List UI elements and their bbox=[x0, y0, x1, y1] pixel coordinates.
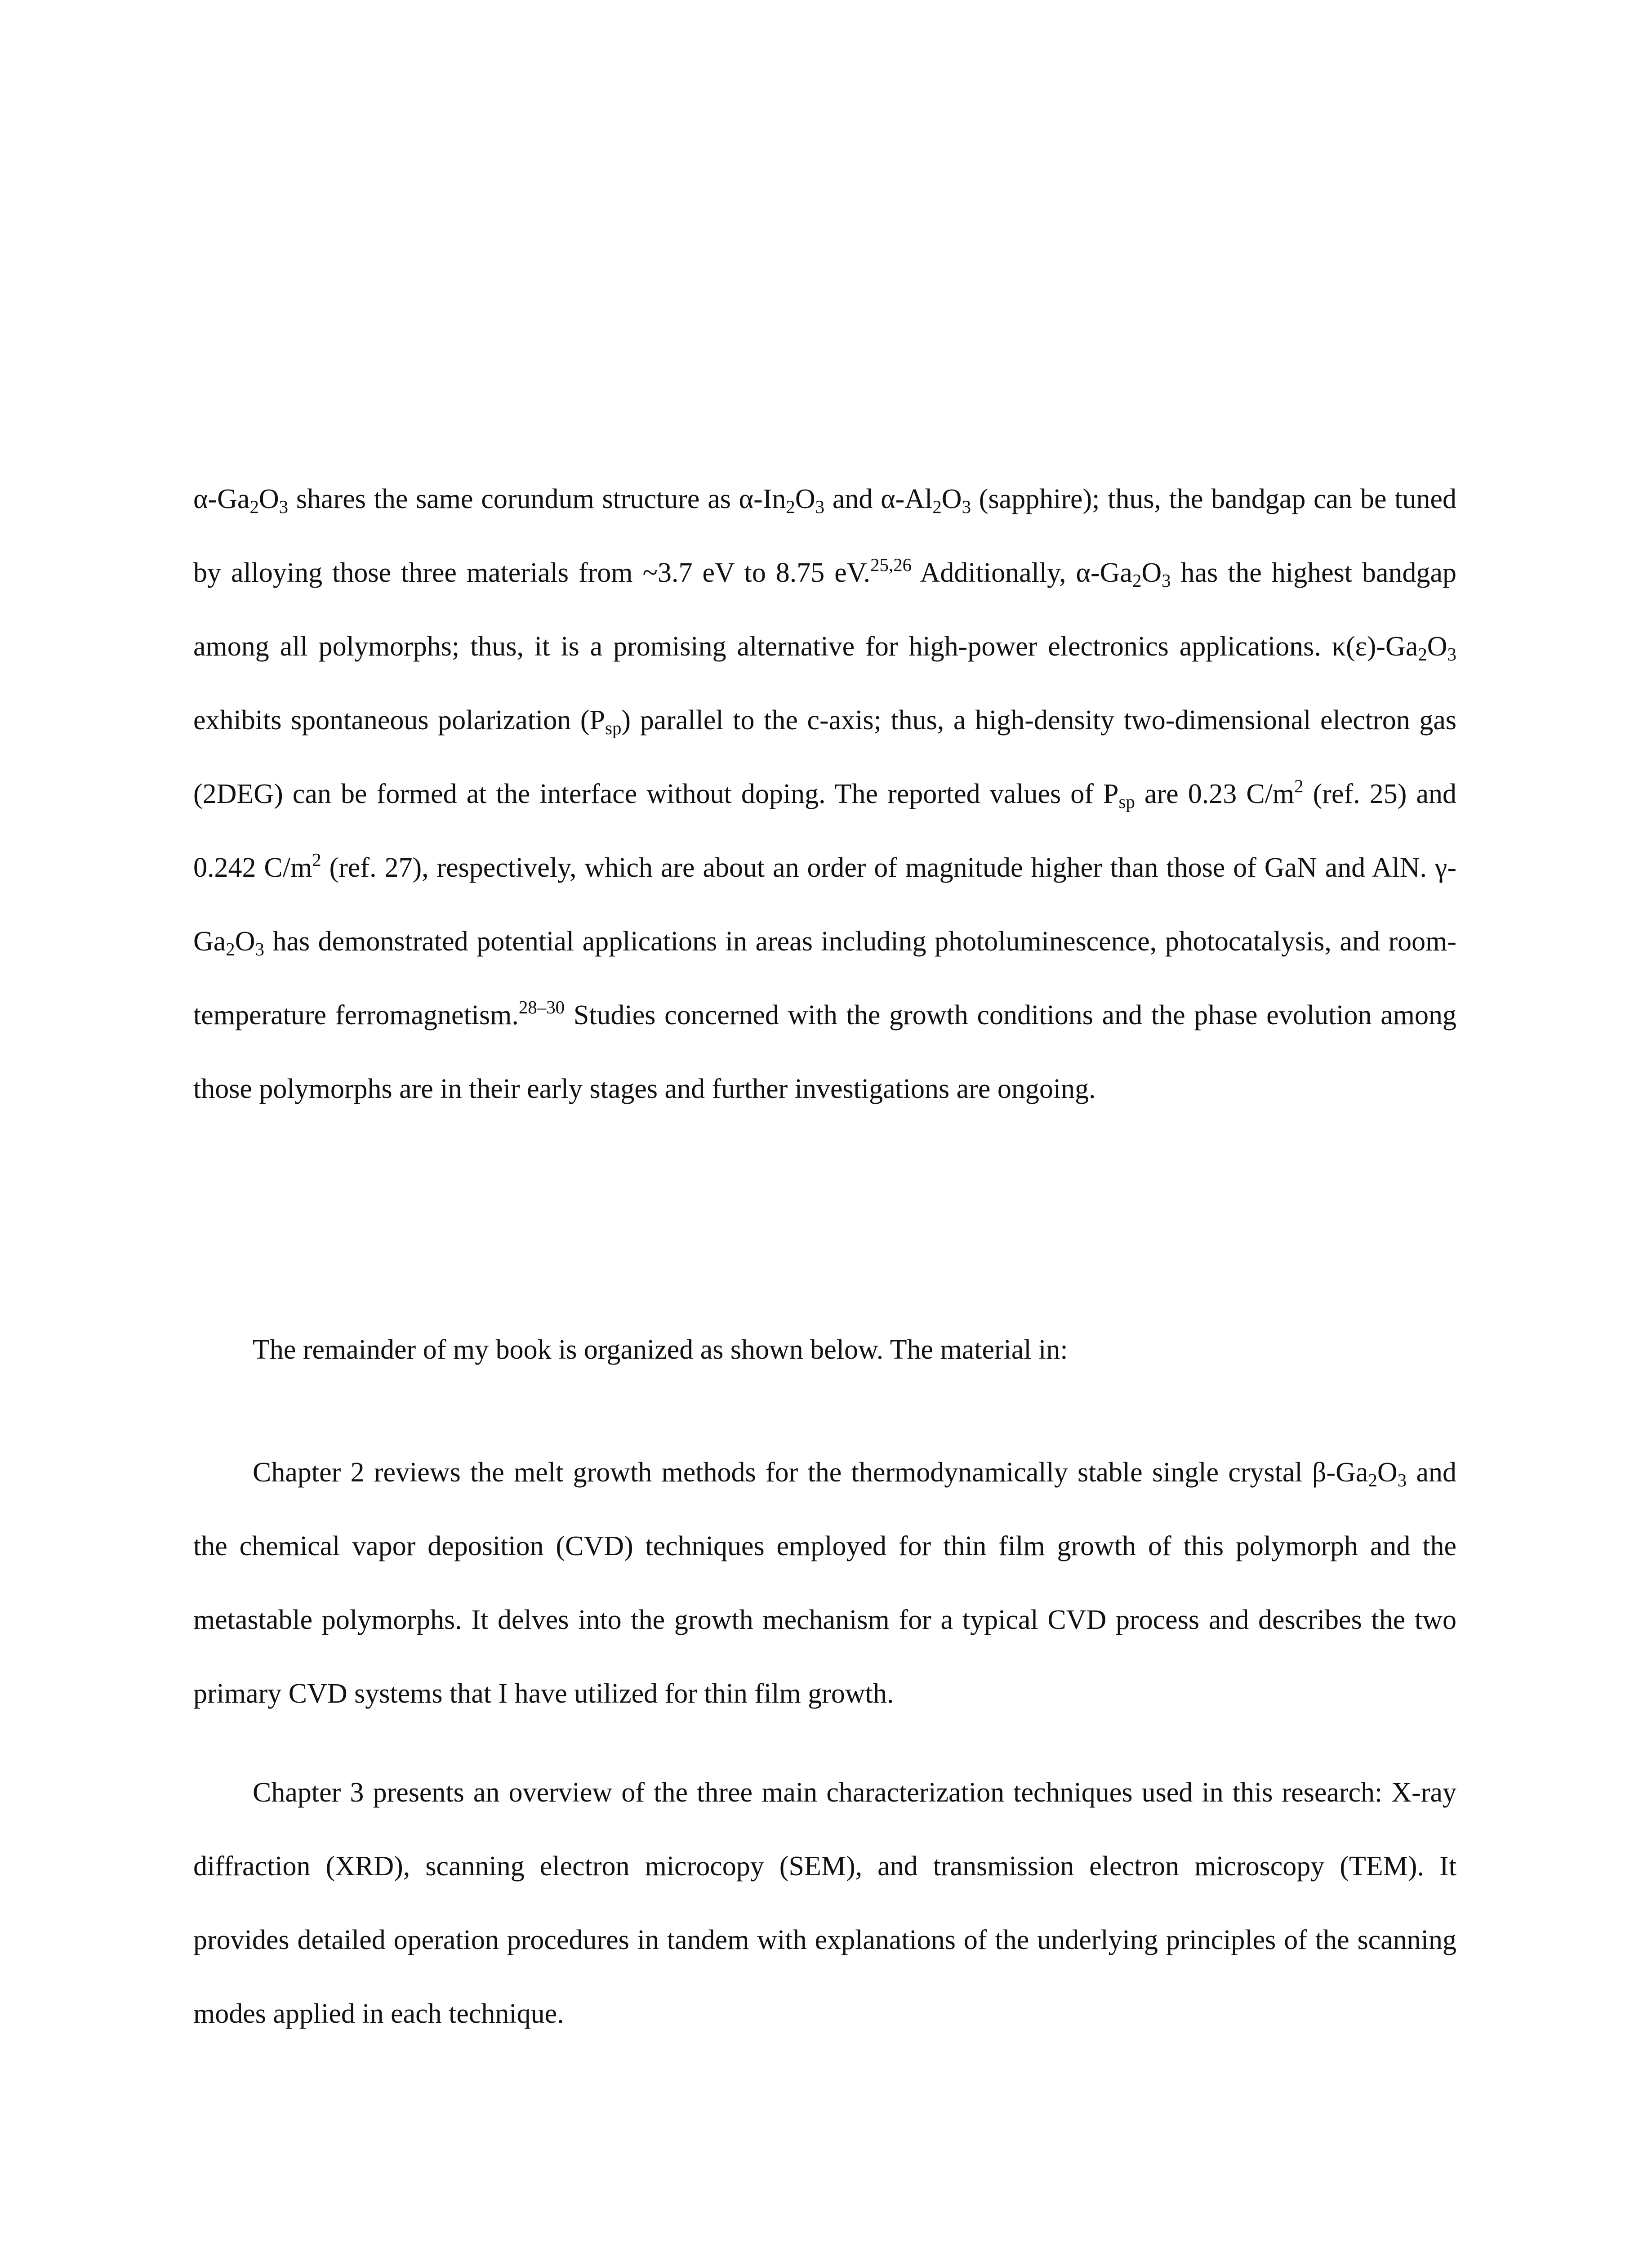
text-segment: O bbox=[941, 484, 962, 514]
subscript: 2 bbox=[226, 939, 235, 960]
subscript: 2 bbox=[1418, 644, 1427, 665]
text-segment: has demonstrated potential applications in areas including photoluminescence, photocatalysis, and room-temperature ferromagnetism. bbox=[193, 926, 1456, 1030]
text-segment: shares the same corundum structure as α-In bbox=[288, 484, 786, 514]
paragraph-chapter-3: Chapter 3 presents an overview of the three main characterization techniques used in this research: X-ray diffraction (XRD), scanning electron microcopy (SEM), and transmission electron microscopy (TEM). It provides detailed operation procedures in tandem with explanations of the underlying principles of the scanning modes applied in each technique. bbox=[193, 1777, 1456, 2029]
paragraph-polymorph-properties bbox=[193, 462, 1456, 1126]
subscript: 3 bbox=[1397, 1470, 1407, 1491]
subscript: 3 bbox=[279, 497, 289, 517]
text-segment: O bbox=[1427, 631, 1447, 662]
text-segment: O bbox=[1377, 1457, 1398, 1488]
text-segment: (ref. 27), respectively, which are about an order of magnitude higher than those of GaN and AlN. γ-Ga bbox=[193, 852, 1456, 957]
subscript: 2 bbox=[932, 497, 942, 517]
text-segment: Studies concerned with the growth conditions and the phase evolution among those polymorphs are in their early stages and further investigations are ongoing. bbox=[193, 1000, 1456, 1104]
text-segment: and the chemical vapor deposition (CVD) techniques employed for thin film growth of this polymorph and the metastable polymorphs. It delves into the growth mechanism for a typical CVD process and describes the two primary CVD systems that I have utilized for thin film growth. bbox=[193, 1457, 1456, 1709]
text-segment: exhibits spontaneous polarization (P bbox=[193, 705, 606, 736]
text-segment: Additionally, α-Ga bbox=[912, 558, 1132, 588]
subscript: 2 bbox=[786, 497, 795, 517]
text-segment: and α-Al bbox=[824, 484, 933, 514]
subscript: 3 bbox=[1162, 571, 1171, 591]
unit-superscript: 2 bbox=[1294, 776, 1304, 797]
paragraph-chapter-2 bbox=[193, 1436, 1456, 1731]
subscript: 3 bbox=[815, 497, 825, 517]
text-segment: (ref. 25) and 0.242 C/m bbox=[193, 779, 1457, 883]
subscript: 3 bbox=[255, 939, 264, 960]
subscript: 3 bbox=[962, 497, 971, 517]
subscript: 2 bbox=[1368, 1470, 1377, 1491]
unit-superscript: 2 bbox=[312, 850, 321, 870]
text-segment: has the highest bandgap among all polymorphs; thus, it is a promising alternative for high-power electronics applications. κ(ε)-Ga bbox=[193, 558, 1456, 662]
text-segment: are 0.23 C/m bbox=[1135, 779, 1295, 809]
text-segment: O bbox=[235, 926, 255, 957]
subscript: sp bbox=[605, 718, 622, 739]
citation-superscript: 28–30 bbox=[518, 997, 565, 1018]
citation-superscript: 25,26 bbox=[870, 555, 912, 575]
subscript: sp bbox=[1118, 792, 1135, 812]
text-segment: O bbox=[795, 484, 815, 514]
text-segment: (sapphire); thus, the bandgap can be tuned by alloying those three materials from ~3.7 eV to 8.75 eV. bbox=[193, 484, 1456, 588]
subscript: 2 bbox=[1132, 571, 1142, 591]
text-segment: ) parallel to the c-axis; thus, a high-density two-dimensional electron gas (2DEG) can be formed at the interface without doping. The reported values of P bbox=[193, 705, 1456, 809]
text-segment: Chapter 2 reviews the melt growth methods for the thermodynamically stable single crystal β-Ga bbox=[253, 1457, 1368, 1488]
text-segment: O bbox=[258, 484, 279, 514]
text-segment: α-Ga bbox=[193, 484, 250, 514]
paragraph-book-organization: The remainder of my book is organized as shown below. The material in: bbox=[253, 1334, 1068, 1365]
subscript: 3 bbox=[1447, 644, 1456, 665]
subscript: 2 bbox=[249, 497, 259, 517]
text-segment: O bbox=[1141, 558, 1162, 588]
